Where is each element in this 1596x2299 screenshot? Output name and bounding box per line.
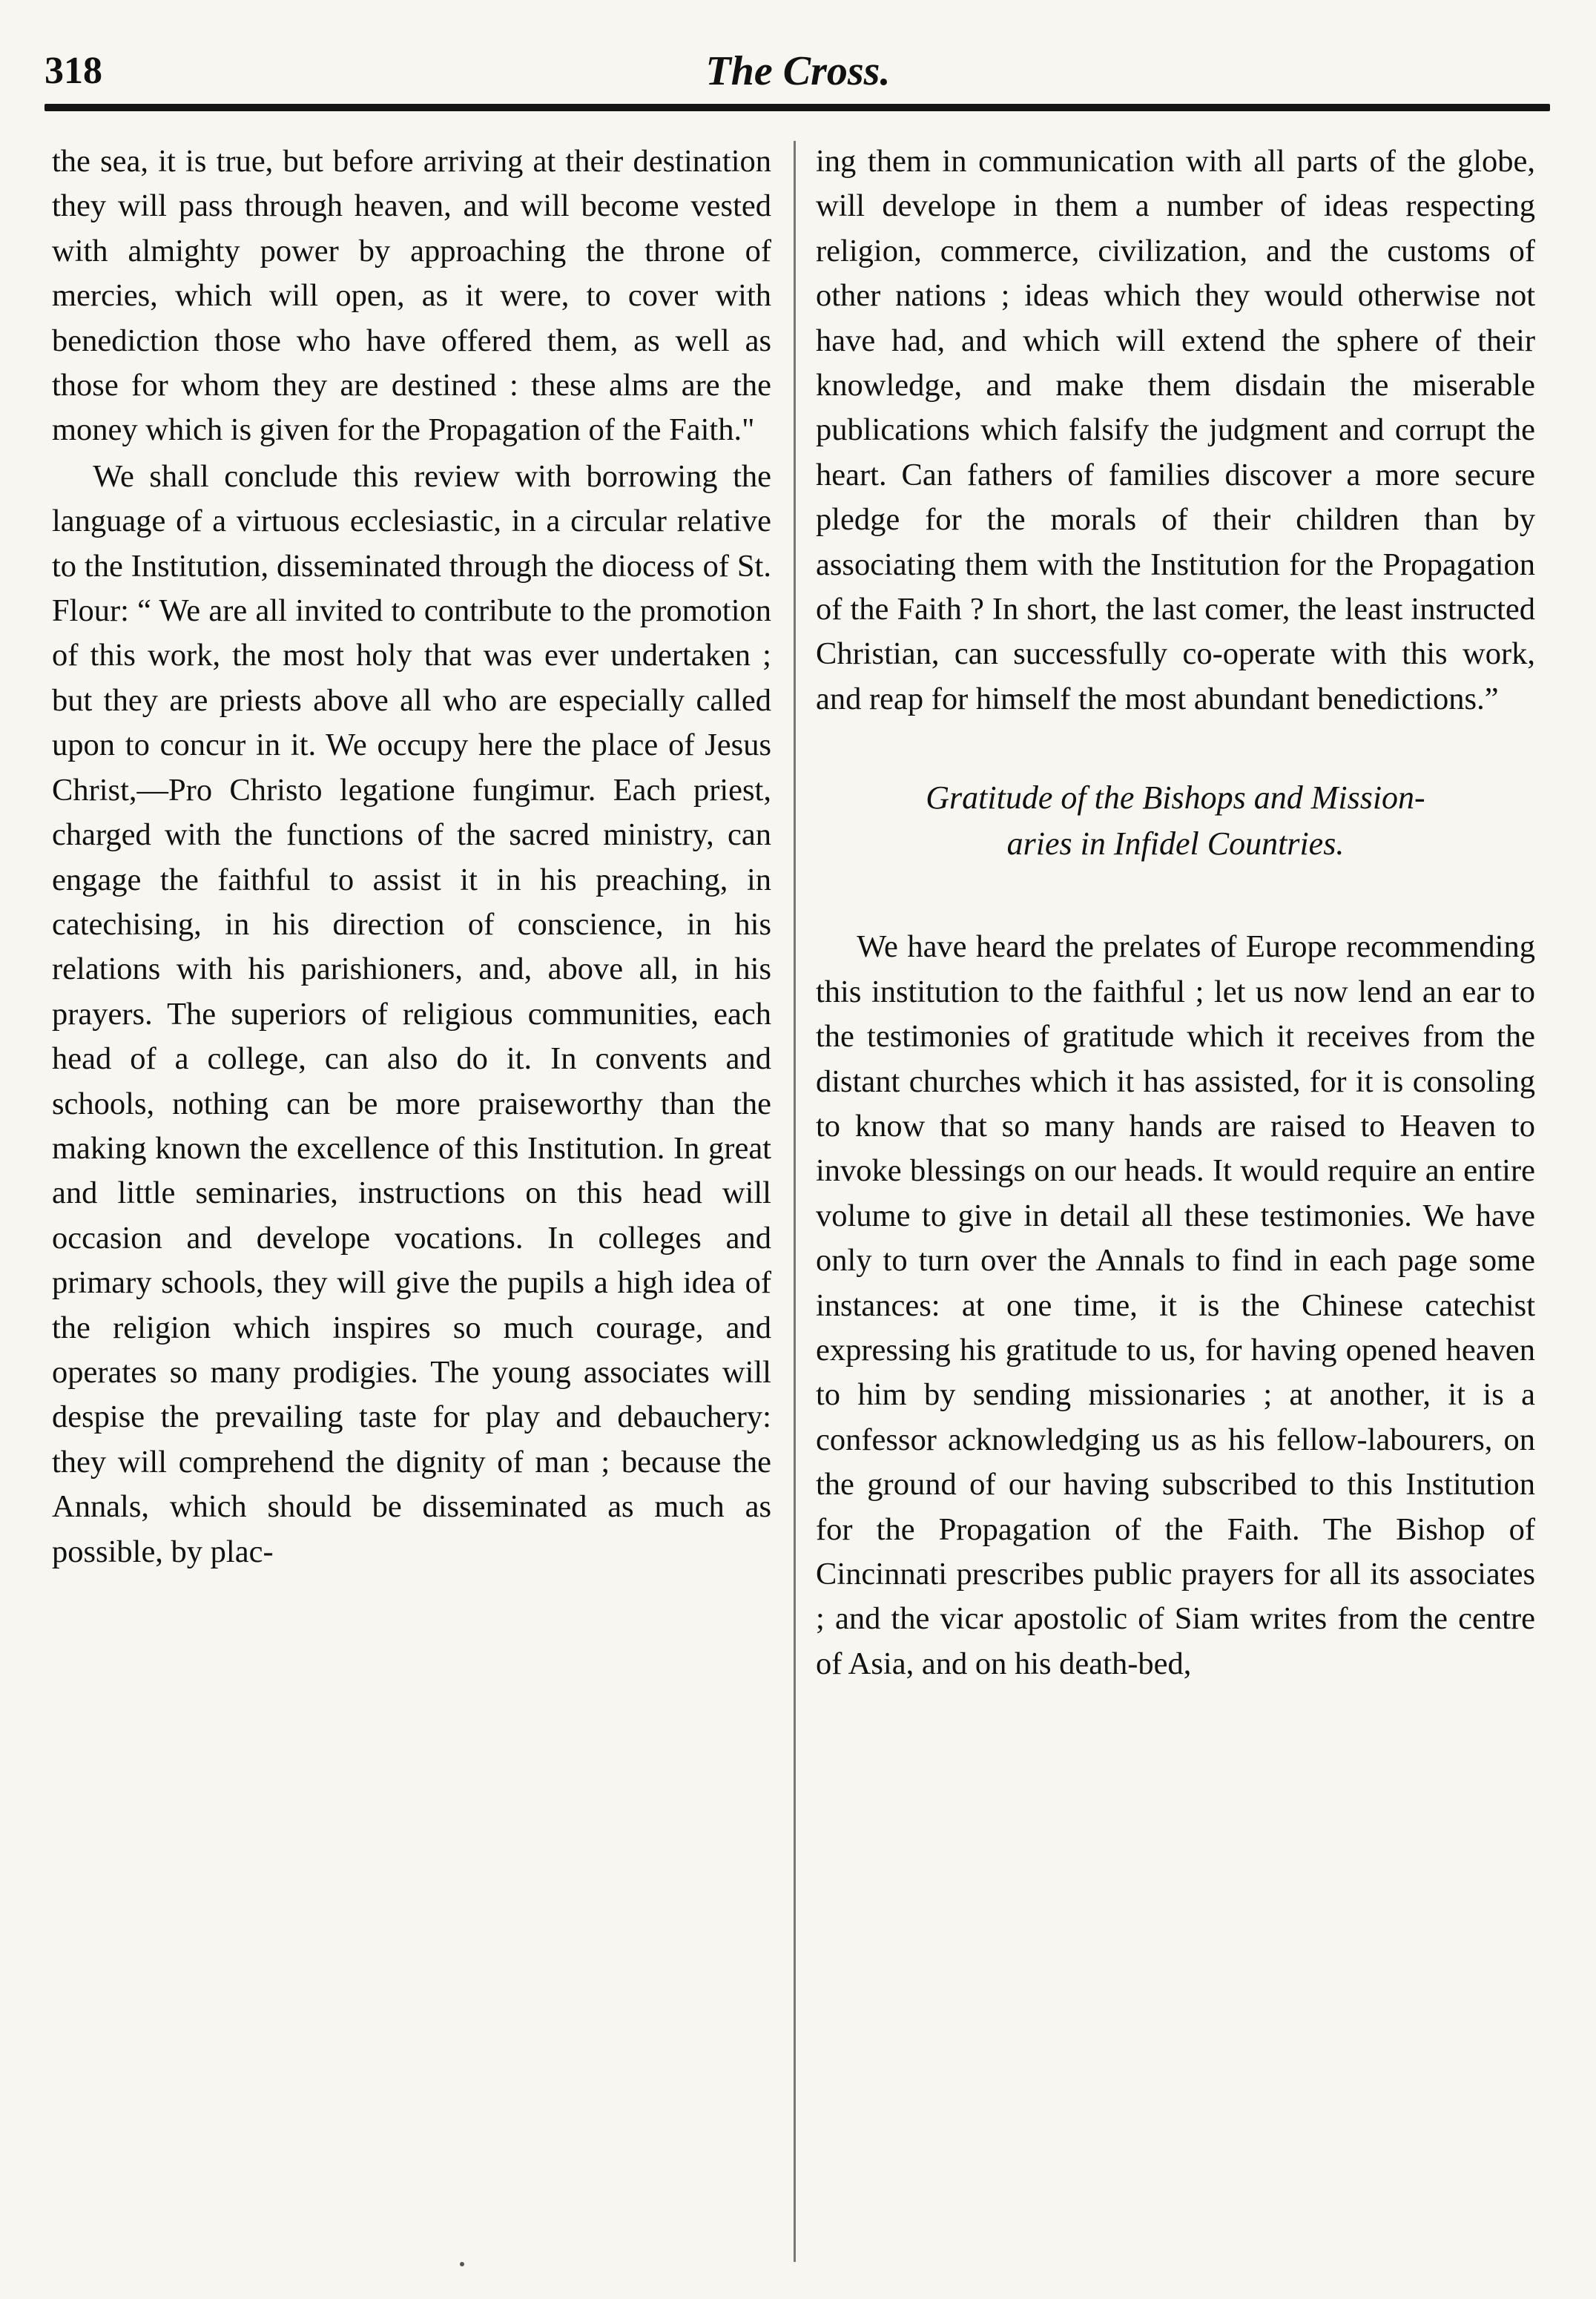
left-column: [52, 139, 771, 1574]
section-heading-line: aries in Infidel Countries.: [1006, 825, 1345, 862]
section-heading-line: Gratitude of the Bishops and Mission-: [926, 779, 1425, 817]
page-header: [0, 0, 1596, 119]
paragraph: We have heard the prelates of Europe recommending this institution to the faithful ; let us now lend an ear to the testimonies of gratitude which it receives from the distant churches which it has assisted, for it is consoling to know that so many hands are raised to Heaven to invoke blessings on our heads. It would require an entire volume to give in detail all these testimonies. We have only to turn over the Annals to find in each page some instances: at one time, it is the Chinese catechist expressing his gratitude to us, for having opened heaven to him by sending missionaries ; at another, it is a confessor acknowledging us as his fellow-labourers, on the ground of our having subscribed to this Institution for the Propagation of the Faith. The Bishop of Cincinnati prescribes public prayers for all its associates ; and the vicar apostolic of Siam writes from the centre of Asia, and on his death-bed,: [816, 929, 1535, 1681]
column-divider: [794, 141, 796, 2262]
header-rule: [44, 104, 1550, 111]
paragraph: We shall conclude this review with borrowing the language of a virtuous ecclesiastic, in a circular relative to the Institution, disseminated through the diocess of St. Flour: “ We are all invited to contribute to the promotion of this work, the most holy that was ever undertaken ; but they are priests above all who are especially called upon to concur in it. We occupy here the place of Jesus Christ,—Pro Christo legatione fungimur. Each priest, charged with the functions of the sacred ministry, can engage the faithful to assist it in his preaching, in catechising, in his direction of conscience, in his relations with his parishioners, and, above all, in his prayers. The superiors of religious communities, each head of a college, can also do it. In convents and schools, nothing can be more praiseworthy than the making known the excellence of this Institution. In great and little seminaries, instructions on this head will occasion and develope vocations. In colleges and primary schools, they will give the pupils a high idea of the religion which inspires so much courage, and operates so many prodigies. The young associates will despise the prevailing taste for play and debauchery: they will comprehend the dignity of man ; because the Annals, which should be disseminated as much as possible, by plac-: [52, 458, 771, 1569]
page-number: 318: [44, 50, 102, 92]
paragraph: ing them in communication with all parts of the globe, will develope in them a number of ideas respecting religion, commerce, civilization, and the customs of other nations ; ideas which they would otherwise not have had, and which will extend the sphere of their knowledge, and make them disdain the miserable publications which falsify the judgment and corrupt the heart. Can fathers of families discover a more secure pledge for the morals of their children than by associating them with the Institution for the Propagation of the Faith ? In short, the last comer, the least instructed Christian, can successfully co-operate with this work, and reap for himself the most abundant benedictions.”: [816, 144, 1535, 716]
paragraph: the sea, it is true, but before arriving at their destination they will pass through heaven, and will become vested with almighty power by approaching the throne of mercies, which will open, as it were, to cover with benediction those who have offered them, as well as those for whom they are destined : these alms are the money which is given for the Propagation of the Faith.": [52, 144, 771, 448]
section-heading: [816, 775, 1535, 867]
running-title: The Cross.: [705, 48, 891, 94]
right-column: [816, 139, 1535, 1686]
print-speck: [460, 2262, 464, 2266]
